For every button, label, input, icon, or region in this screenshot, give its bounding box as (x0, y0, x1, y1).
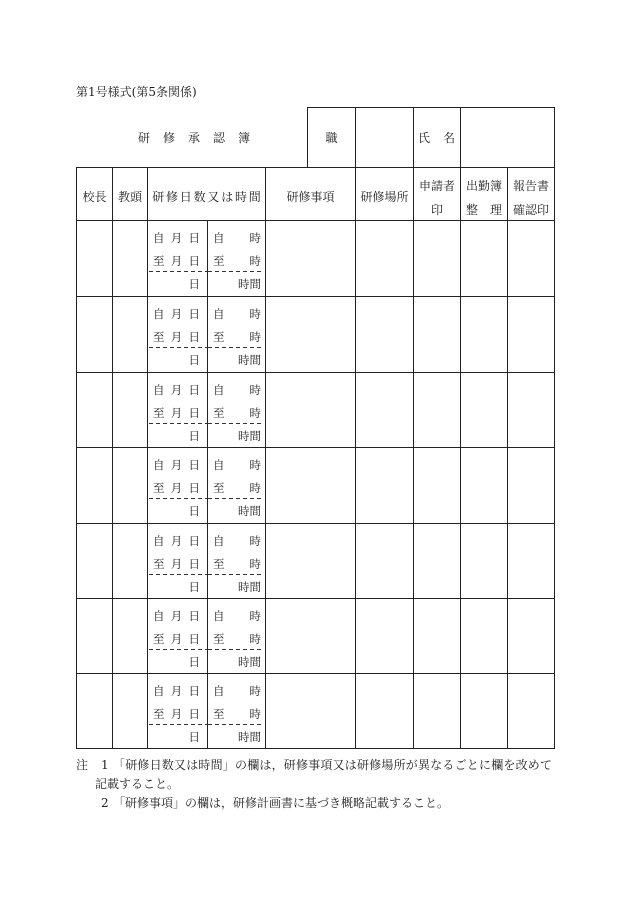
days-label: 日 (188, 429, 200, 443)
training-location-cell (355, 599, 413, 673)
principal-seal-cell (76, 674, 112, 748)
to-date-label: 至 月 日 (153, 707, 200, 721)
training-subject-cell (265, 599, 355, 673)
training-approval-table (76, 167, 555, 749)
col-header-applicant-seal-line1: 申請者 (418, 179, 455, 193)
table-row (76, 372, 555, 447)
attendance-record-cell (460, 524, 507, 598)
applicant-seal-cell (413, 448, 460, 523)
col-header-applicant-seal (413, 168, 460, 220)
from-time-label: 自 時 (213, 609, 261, 623)
note-number: 2 (101, 796, 109, 810)
principal-seal-cell (76, 448, 112, 523)
vice-principal-seal-cell (112, 674, 147, 748)
name-value-cell (460, 108, 555, 167)
days-label: 日 (188, 353, 200, 367)
to-date-label: 至 月 日 (153, 406, 200, 420)
col-header-report-confirmation-line1: 報告書 (512, 179, 549, 193)
dashed-divider (208, 423, 264, 424)
from-date-label: 自 月 日 (153, 231, 200, 245)
from-time-label: 自 時 (213, 534, 261, 548)
hours-label: 時間 (238, 580, 261, 594)
position-label: 職 (325, 131, 338, 145)
col-header-vice-principal (112, 168, 147, 220)
vice-principal-seal-cell (112, 524, 147, 598)
duration-date-cell (147, 674, 207, 748)
report-confirmation-cell (507, 674, 555, 748)
dashed-divider (149, 271, 207, 272)
principal-seal-cell (76, 373, 112, 447)
report-confirmation-cell (507, 599, 555, 673)
from-time-label: 自 時 (213, 458, 261, 472)
dashed-divider (208, 649, 264, 650)
applicant-seal-cell (413, 297, 460, 372)
col-header-principal-label: 校長 (82, 190, 107, 204)
from-date-label: 自 月 日 (153, 609, 200, 623)
principal-seal-cell (76, 599, 112, 673)
training-location-cell (355, 373, 413, 447)
to-time-label: 至 時 (213, 481, 261, 495)
duration-time-cell (207, 524, 265, 598)
dashed-divider (149, 347, 207, 348)
note-text: 「研修事項」の欄は，研修計画書に基づき概略記載すること。 (113, 796, 450, 810)
report-confirmation-cell (507, 448, 555, 523)
duration-time-cell (207, 221, 265, 296)
col-header-report-confirmation (507, 168, 555, 220)
training-location-cell (355, 221, 413, 296)
to-time-label: 至 時 (213, 557, 261, 571)
from-date-label: 自 月 日 (153, 458, 200, 472)
from-date-label: 自 月 日 (153, 307, 200, 321)
report-confirmation-cell (507, 221, 555, 296)
dashed-divider (149, 649, 207, 650)
dashed-divider (208, 347, 264, 348)
principal-seal-cell (76, 297, 112, 372)
training-location-cell (355, 524, 413, 598)
table-row (76, 296, 555, 372)
col-header-location-label: 研修場所 (360, 190, 409, 204)
applicant-seal-cell (413, 674, 460, 748)
from-time-label: 自 時 (213, 307, 261, 321)
training-subject-cell (265, 448, 355, 523)
from-time-label: 自 時 (213, 231, 261, 245)
days-label: 日 (188, 730, 200, 744)
to-date-label: 至 月 日 (153, 254, 200, 268)
name-label: 氏 名 (418, 131, 455, 145)
to-date-label: 至 月 日 (153, 481, 200, 495)
attendance-record-cell (460, 221, 507, 296)
vice-principal-seal-cell (112, 448, 147, 523)
duration-time-cell (207, 674, 265, 748)
training-location-cell (355, 297, 413, 372)
col-header-vice-principal-label: 教頭 (117, 190, 142, 204)
applicant-seal-cell (413, 524, 460, 598)
duration-date-cell (147, 524, 207, 598)
notes-label: 注 (76, 758, 89, 772)
vice-principal-seal-cell (112, 221, 147, 296)
to-time-label: 至 時 (213, 707, 261, 721)
dashed-divider (149, 423, 207, 424)
applicant-seal-cell (413, 221, 460, 296)
training-location-cell (355, 448, 413, 523)
attendance-record-cell (460, 674, 507, 748)
training-subject-cell (265, 297, 355, 372)
note-number: 1 (101, 758, 109, 772)
days-label: 日 (188, 277, 200, 291)
hours-label: 時間 (238, 353, 261, 367)
days-label: 日 (188, 655, 200, 669)
to-time-label: 至 時 (213, 330, 261, 344)
col-header-attendance-record (460, 168, 507, 220)
duration-date-cell (147, 373, 207, 447)
report-confirmation-cell (507, 373, 555, 447)
training-subject-cell (265, 524, 355, 598)
name-label-cell (413, 108, 460, 167)
form-number: 第1号様式(第5条関係) (76, 85, 197, 99)
attendance-record-cell (460, 373, 507, 447)
dashed-divider (208, 498, 264, 499)
days-label: 日 (188, 504, 200, 518)
hours-label: 時間 (238, 504, 261, 518)
report-confirmation-cell (507, 297, 555, 372)
attendance-record-cell (460, 297, 507, 372)
duration-time-cell (207, 448, 265, 523)
training-location-cell (355, 674, 413, 748)
to-date-label: 至 月 日 (153, 557, 200, 571)
duration-date-cell (147, 599, 207, 673)
col-header-principal (76, 168, 112, 220)
days-label: 日 (188, 580, 200, 594)
duration-time-cell (207, 373, 265, 447)
table-row (76, 220, 555, 296)
to-time-label: 至 時 (213, 406, 261, 420)
dashed-divider (149, 498, 207, 499)
hours-label: 時間 (238, 429, 261, 443)
from-date-label: 自 月 日 (153, 534, 200, 548)
from-date-label: 自 月 日 (153, 383, 200, 397)
applicant-seal-cell (413, 599, 460, 673)
duration-time-cell (207, 599, 265, 673)
to-time-label: 至 時 (213, 632, 261, 646)
dashed-divider (208, 271, 264, 272)
col-header-report-confirmation-line2: 確認印 (512, 203, 549, 217)
col-header-location (355, 168, 413, 220)
hours-label: 時間 (238, 277, 261, 291)
vice-principal-seal-cell (112, 373, 147, 447)
duration-date-cell (147, 221, 207, 296)
dashed-divider (208, 574, 264, 575)
to-date-label: 至 月 日 (153, 330, 200, 344)
table-row (76, 598, 555, 673)
col-header-duration-label: 研修日数又は時間 (152, 190, 263, 204)
col-header-subject-label: 研修事項 (286, 190, 335, 204)
dashed-divider (149, 724, 207, 725)
table-header-row (76, 167, 555, 220)
training-subject-cell (265, 674, 355, 748)
dashed-divider (149, 574, 207, 575)
col-header-duration (147, 168, 265, 220)
report-confirmation-cell (507, 524, 555, 598)
table-row (76, 447, 555, 523)
dashed-divider (208, 724, 264, 725)
register-title: 研 修 承 認 簿 (138, 131, 250, 145)
table-row (76, 673, 555, 749)
duration-date-cell (147, 448, 207, 523)
duration-date-cell (147, 297, 207, 372)
applicant-seal-cell (413, 373, 460, 447)
from-time-label: 自 時 (213, 684, 261, 698)
note-text-continuation: 記載すること。 (95, 777, 180, 791)
attendance-record-cell (460, 599, 507, 673)
training-subject-cell (265, 221, 355, 296)
hours-label: 時間 (238, 730, 261, 744)
to-time-label: 至 時 (213, 254, 261, 268)
to-date-label: 至 月 日 (153, 632, 200, 646)
col-header-attendance-record-line1: 出勤簿 (465, 179, 502, 193)
duration-time-cell (207, 297, 265, 372)
position-value-cell (355, 108, 413, 167)
col-header-attendance-record-line2: 整 理 (466, 203, 502, 217)
position-label-cell (307, 108, 355, 167)
col-header-applicant-seal-line2: 印 (430, 203, 443, 217)
vice-principal-seal-cell (112, 297, 147, 372)
applicant-info-box (307, 107, 555, 167)
principal-seal-cell (76, 524, 112, 598)
from-date-label: 自 月 日 (153, 684, 200, 698)
principal-seal-cell (76, 221, 112, 296)
attendance-record-cell (460, 448, 507, 523)
from-time-label: 自 時 (213, 383, 261, 397)
note-text: 「研修日数又は時間」の欄は，研修事項又は研修場所が異なるごとに欄を改めて (113, 758, 553, 772)
vice-principal-seal-cell (112, 599, 147, 673)
col-header-subject (265, 168, 355, 220)
hours-label: 時間 (238, 655, 261, 669)
training-subject-cell (265, 373, 355, 447)
table-row (76, 523, 555, 598)
